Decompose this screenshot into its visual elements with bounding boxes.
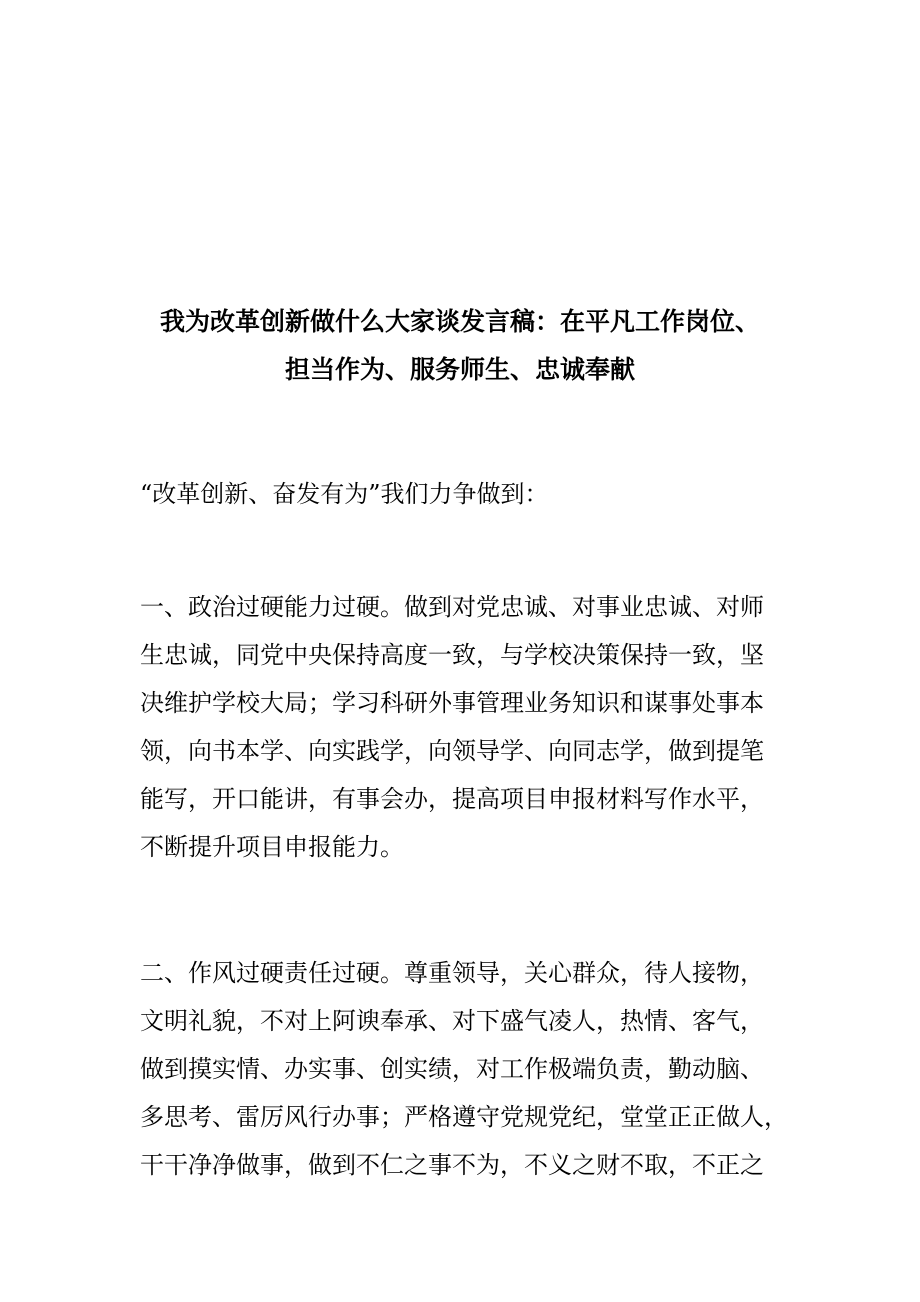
- paragraph-line: 干干净净做事，做到不仁之事不为，不义之财不取，不正之: [140, 1151, 764, 1179]
- paragraph-work-style-responsibility: [140, 949, 788, 1189]
- paragraph-political-capability: [140, 583, 785, 871]
- document-title: [120, 298, 800, 394]
- paragraph-line: 一、政治过硬能力过硬。做到对党忠诚、对事业忠诚、对师: [140, 593, 764, 621]
- paragraph-line: 生忠诚，同党中央保持高度一致，与学校决策保持一致，坚: [140, 641, 764, 669]
- paragraph-line: 文明礼貌，不对上阿谀奉承、对下盛气凌人，热情、客气，: [140, 1007, 764, 1035]
- intro-paragraph: “改革创新、奋发有为”我们力争做到：: [140, 480, 549, 508]
- title-line-2: 担当作为、服务师生、忠诚奉献: [284, 355, 635, 384]
- paragraph-line: 多思考、雷厉风行办事；严格遵守党规党纪，堂堂正正做人，: [140, 1103, 788, 1131]
- paragraph-line: 决维护学校大局；学习科研外事管理业务知识和谋事处事本: [140, 689, 764, 717]
- title-line-1: 我为改革创新做什么大家谈发言稿：在平凡工作岗位、: [159, 307, 760, 336]
- paragraph-line: 领，向书本学、向实践学，向领导学、向同志学，做到提笔: [140, 737, 764, 765]
- paragraph-line: 不断提升项目申报能力。: [140, 833, 404, 861]
- paragraph-line: 能写，开口能讲，有事会办，提高项目申报材料写作水平，: [140, 785, 764, 813]
- paragraph-line: 二、作风过硬责任过硬。尊重领导，关心群众，待人接物，: [140, 959, 764, 987]
- paragraph-line: 做到摸实情、办实事、创实绩，对工作极端负责，勤动脑、: [140, 1055, 764, 1083]
